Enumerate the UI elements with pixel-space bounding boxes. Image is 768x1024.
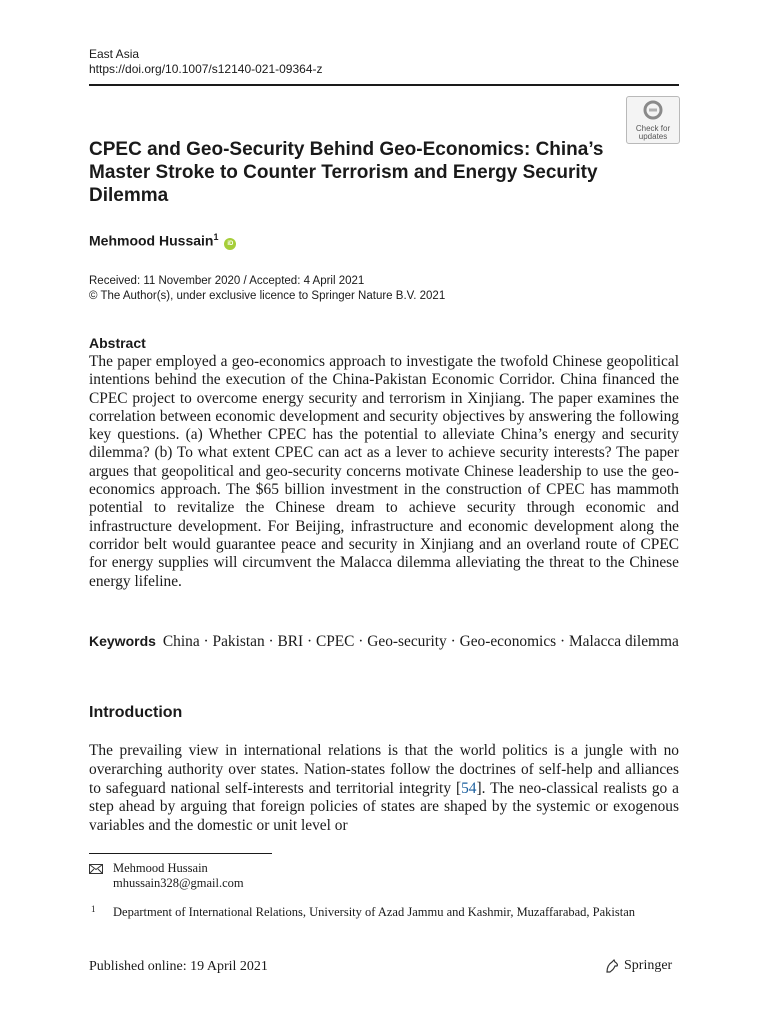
author-line — [89, 232, 236, 250]
introduction-text — [89, 742, 679, 836]
corresponding-author-email[interactable]: mhussain328@gmail.com — [113, 876, 244, 890]
citation-link[interactable]: 54 — [461, 779, 477, 797]
received-accepted: Received: 11 November 2020 / Accepted: 4 April 2021 — [89, 275, 365, 287]
article-dates — [89, 274, 445, 304]
abstract-heading: Abstract — [89, 335, 146, 351]
springer-logo[interactable] — [604, 958, 672, 974]
intro-text-part1: The prevailing view in international relations is that the world politics is a jungle with no overarching authority over states. Nation-states follow the doctrines of self-help and alliances to safeguard national self-interests and territorial integrity [ — [89, 742, 679, 797]
corresponding-author-name: Mehmood Hussain — [113, 861, 208, 875]
check-for-updates-badge[interactable] — [626, 96, 680, 144]
badge-line1: Check for — [635, 124, 671, 133]
author-affil-mark: 1 — [213, 232, 219, 242]
footnote-rule — [89, 853, 272, 854]
introduction-heading: Introduction — [89, 704, 183, 721]
springer-horse-icon — [604, 958, 620, 974]
copyright-line: © The Author(s), under exclusive licence to Springer Nature B.V. 2021 — [89, 290, 446, 302]
intro-text-part2: ]. The neo-classical realists go a step ahead by arguing that foreign policies of states are shaped by the systemic or exogenous variables and the domestic or unit level or — [89, 779, 680, 835]
doi-link[interactable]: https://doi.org/10.1007/s12140-021-09364-z — [89, 62, 323, 76]
publisher-name: Springer — [624, 958, 673, 973]
affiliation-mark: 1 — [91, 904, 96, 914]
badge-line2: updates — [638, 132, 668, 141]
check-updates-icon — [643, 100, 663, 120]
article-title: CPEC and Geo-Security Behind Geo-Economics: China’s Master Stroke to Counter Terrorism and Energy Security Dilemma — [89, 139, 604, 206]
author-name: Mehmood Hussain — [89, 232, 214, 249]
header-rule — [89, 84, 679, 86]
journal-name: East Asia — [89, 47, 140, 61]
abstract-text: The paper employed a geo-economics approach to investigate the twofold Chinese geopolitical intentions behind the execution of the China-Pakistan Economic Corridor. China financed the CPEC project to overcome energy security and terrorism in Xinjiang. The paper examines the correlation between economic development and security objectives by answering the following key questions. (a) Whether CPEC has the potential to alleviate China’s energy and security dilemma? (b) To what extent CPEC can act as a lever to achieve security interests? The paper argues that geopolitical and geo-security concerns motivate Chinese leadership to use the geo-economics approach. The $65 billion investment in the construction of CPEC has mammoth potential to revitalize the Chinese dream to achieve security through economic and infrastructure development. For Beijing, infrastructure and economic development along the corridor belt would guarantee peace and security in Xinjiang and an overland route of CPEC for energy supplies will circumvent the Malacca dilemma alleviating the threat to the Chinese energy lifeline. — [89, 353, 679, 590]
orcid-icon[interactable]: iD — [224, 238, 236, 250]
published-online: Published online: 19 April 2021 — [89, 959, 268, 974]
keywords-list: China · Pakistan · BRI · CPEC · Geo-security · Geo-economics · Malacca dilemma — [162, 633, 679, 650]
affiliation-text: Department of International Relations, University of Azad Jammu and Kashmir, Muzaffarabad, Pakistan — [113, 905, 636, 919]
keywords — [89, 632, 679, 651]
mail-icon — [89, 864, 103, 874]
journal-header — [89, 47, 323, 77]
keywords-label: Keywords — [89, 633, 156, 649]
